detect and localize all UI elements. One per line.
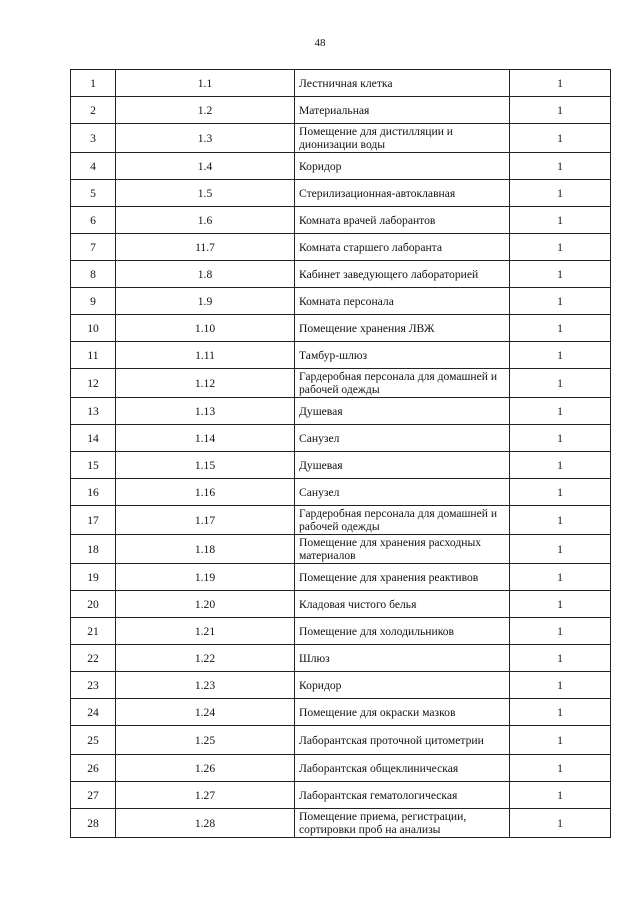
room-code-cell: 1.18 [116, 535, 295, 564]
row-number-cell: 17 [71, 506, 116, 535]
room-name-cell: Помещение хранения ЛВЖ [295, 315, 510, 342]
room-name-cell: Тамбур-шлюз [295, 342, 510, 369]
table-row [71, 153, 611, 180]
row-number-cell: 20 [71, 591, 116, 618]
room-name-cell: Помещение для окраски мазков [295, 699, 510, 726]
room-name-cell: Кабинет заведующего лабораторией [295, 261, 510, 288]
table-row [71, 97, 611, 124]
room-name-cell: Кладовая чистого белья [295, 591, 510, 618]
table-row [71, 70, 611, 97]
row-number-cell: 14 [71, 425, 116, 452]
quantity-cell: 1 [510, 180, 611, 207]
room-code-cell: 1.28 [116, 809, 295, 838]
rooms-table [70, 69, 611, 838]
table-row [71, 398, 611, 425]
table-row [71, 207, 611, 234]
table-row [71, 564, 611, 591]
row-number-cell: 28 [71, 809, 116, 838]
table-row [71, 506, 611, 535]
quantity-cell: 1 [510, 315, 611, 342]
row-number-cell: 19 [71, 564, 116, 591]
room-code-cell: 1.1 [116, 70, 295, 97]
row-number-cell: 12 [71, 369, 116, 398]
room-code-cell: 1.21 [116, 618, 295, 645]
quantity-cell: 1 [510, 618, 611, 645]
room-name-cell: Санузел [295, 479, 510, 506]
room-code-cell: 1.9 [116, 288, 295, 315]
table-row [71, 618, 611, 645]
table-row [71, 342, 611, 369]
room-name-cell: Гардеробная персонала для домашней и рабочей одежды [295, 369, 510, 398]
room-code-cell: 1.13 [116, 398, 295, 425]
room-code-cell: 1.19 [116, 564, 295, 591]
room-name-cell: Комната персонала [295, 288, 510, 315]
quantity-cell: 1 [510, 452, 611, 479]
row-number-cell: 22 [71, 645, 116, 672]
room-name-cell: Коридор [295, 153, 510, 180]
room-name-cell: Комната врачей лаборантов [295, 207, 510, 234]
room-name-cell: Гардеробная персонала для домашней и рабочей одежды [295, 506, 510, 535]
room-code-cell: 1.6 [116, 207, 295, 234]
table-row [71, 369, 611, 398]
table-row [71, 591, 611, 618]
quantity-cell: 1 [510, 782, 611, 809]
row-number-cell: 6 [71, 207, 116, 234]
page-number: 48 [314, 37, 326, 49]
room-code-cell: 1.17 [116, 506, 295, 535]
table-row [71, 535, 611, 564]
room-code-cell: 1.20 [116, 591, 295, 618]
quantity-cell: 1 [510, 699, 611, 726]
table-row [71, 699, 611, 726]
quantity-cell: 1 [510, 645, 611, 672]
room-name-cell: Помещение для хранения реактивов [295, 564, 510, 591]
room-code-cell: 1.16 [116, 479, 295, 506]
room-name-cell: Лаборантская проточной цитометрии [295, 726, 510, 755]
room-code-cell: 1.26 [116, 755, 295, 782]
row-number-cell: 15 [71, 452, 116, 479]
table-row [71, 124, 611, 153]
table-row [71, 755, 611, 782]
table-row [71, 180, 611, 207]
room-code-cell: 1.10 [116, 315, 295, 342]
table-row [71, 315, 611, 342]
quantity-cell: 1 [510, 726, 611, 755]
room-code-cell: 1.8 [116, 261, 295, 288]
quantity-cell: 1 [510, 207, 611, 234]
room-code-cell: 1.5 [116, 180, 295, 207]
row-number-cell: 11 [71, 342, 116, 369]
room-code-cell: 1.3 [116, 124, 295, 153]
table-row [71, 261, 611, 288]
room-code-cell: 1.2 [116, 97, 295, 124]
room-name-cell: Помещение приема, регистрации, сортировки проб на анализы [295, 809, 510, 838]
quantity-cell: 1 [510, 755, 611, 782]
quantity-cell: 1 [510, 369, 611, 398]
quantity-cell: 1 [510, 288, 611, 315]
room-name-cell: Помещение для хранения расходных материалов [295, 535, 510, 564]
room-code-cell: 1.25 [116, 726, 295, 755]
quantity-cell: 1 [510, 234, 611, 261]
row-number-cell: 26 [71, 755, 116, 782]
row-number-cell: 21 [71, 618, 116, 645]
row-number-cell: 8 [71, 261, 116, 288]
room-name-cell: Душевая [295, 398, 510, 425]
row-number-cell: 10 [71, 315, 116, 342]
row-number-cell: 27 [71, 782, 116, 809]
row-number-cell: 18 [71, 535, 116, 564]
room-code-cell: 11.7 [116, 234, 295, 261]
row-number-cell: 1 [71, 70, 116, 97]
quantity-cell: 1 [510, 479, 611, 506]
table-row [71, 672, 611, 699]
row-number-cell: 16 [71, 479, 116, 506]
room-name-cell: Комната старшего лаборанта [295, 234, 510, 261]
quantity-cell: 1 [510, 535, 611, 564]
quantity-cell: 1 [510, 97, 611, 124]
room-code-cell: 1.15 [116, 452, 295, 479]
quantity-cell: 1 [510, 124, 611, 153]
quantity-cell: 1 [510, 398, 611, 425]
row-number-cell: 13 [71, 398, 116, 425]
quantity-cell: 1 [510, 564, 611, 591]
row-number-cell: 3 [71, 124, 116, 153]
table-row [71, 479, 611, 506]
row-number-cell: 25 [71, 726, 116, 755]
room-name-cell: Душевая [295, 452, 510, 479]
quantity-cell: 1 [510, 672, 611, 699]
room-code-cell: 1.23 [116, 672, 295, 699]
row-number-cell: 2 [71, 97, 116, 124]
quantity-cell: 1 [510, 70, 611, 97]
table-row [71, 288, 611, 315]
row-number-cell: 9 [71, 288, 116, 315]
room-name-cell: Материальная [295, 97, 510, 124]
quantity-cell: 1 [510, 342, 611, 369]
room-code-cell: 1.14 [116, 425, 295, 452]
table-row [71, 234, 611, 261]
room-name-cell: Лестничная клетка [295, 70, 510, 97]
room-name-cell: Коридор [295, 672, 510, 699]
table-row [71, 782, 611, 809]
table-row [71, 726, 611, 755]
table-row [71, 425, 611, 452]
room-name-cell: Помещение для дистилляции и дионизации воды [295, 124, 510, 153]
room-name-cell: Помещение для холодильников [295, 618, 510, 645]
room-code-cell: 1.12 [116, 369, 295, 398]
table-row [71, 645, 611, 672]
room-code-cell: 1.22 [116, 645, 295, 672]
room-name-cell: Стерилизационная-автоклавная [295, 180, 510, 207]
room-name-cell: Лаборантская общеклиническая [295, 755, 510, 782]
room-code-cell: 1.27 [116, 782, 295, 809]
quantity-cell: 1 [510, 425, 611, 452]
quantity-cell: 1 [510, 153, 611, 180]
row-number-cell: 23 [71, 672, 116, 699]
room-name-cell: Лаборантская гематологическая [295, 782, 510, 809]
table-row [71, 452, 611, 479]
quantity-cell: 1 [510, 591, 611, 618]
table-row [71, 809, 611, 838]
row-number-cell: 7 [71, 234, 116, 261]
rooms-table-body [71, 70, 611, 838]
room-name-cell: Санузел [295, 425, 510, 452]
room-code-cell: 1.11 [116, 342, 295, 369]
room-name-cell: Шлюз [295, 645, 510, 672]
row-number-cell: 24 [71, 699, 116, 726]
quantity-cell: 1 [510, 506, 611, 535]
room-code-cell: 1.4 [116, 153, 295, 180]
quantity-cell: 1 [510, 809, 611, 838]
room-code-cell: 1.24 [116, 699, 295, 726]
row-number-cell: 5 [71, 180, 116, 207]
row-number-cell: 4 [71, 153, 116, 180]
quantity-cell: 1 [510, 261, 611, 288]
